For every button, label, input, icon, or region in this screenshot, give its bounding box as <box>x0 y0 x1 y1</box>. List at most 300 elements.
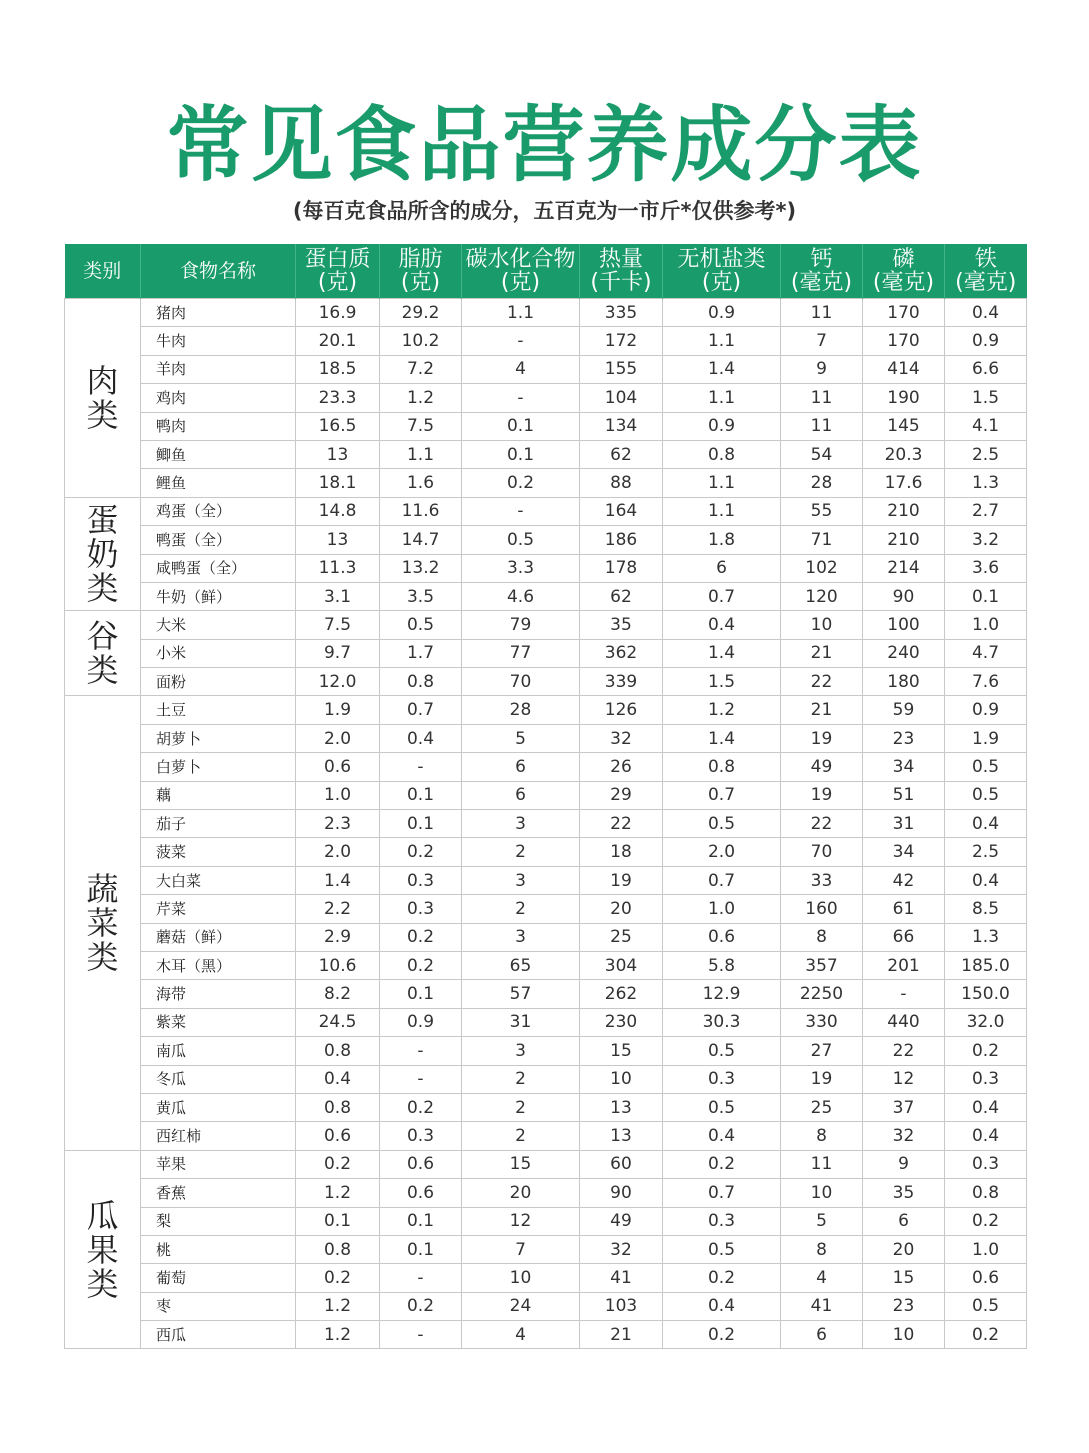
value-cell: 0.8 <box>296 1235 380 1263</box>
table-row <box>65 1321 1027 1349</box>
value-cell: 0.7 <box>663 866 781 894</box>
value-cell: 0.4 <box>945 866 1027 894</box>
value-cell: 2250 <box>781 980 863 1008</box>
value-cell: 0.3 <box>380 866 462 894</box>
value-cell: 22 <box>580 810 663 838</box>
value-cell: 1.8 <box>663 526 781 554</box>
table-row <box>65 1122 1027 1150</box>
value-cell: 0.2 <box>663 1321 781 1349</box>
value-cell: 3 <box>462 1037 580 1065</box>
food-name-cell: 西瓜 <box>141 1321 296 1349</box>
category-char: 蔬 <box>86 870 119 909</box>
value-cell: 1.0 <box>663 895 781 923</box>
value-cell: 0.2 <box>296 1264 380 1292</box>
table-row <box>65 866 1027 894</box>
value-cell: 31 <box>462 1008 580 1036</box>
table-row <box>65 923 1027 951</box>
value-cell: 19 <box>781 724 863 752</box>
value-cell: 1.0 <box>296 781 380 809</box>
header-column-name: 铁 <box>974 247 997 272</box>
value-cell: 0.6 <box>663 923 781 951</box>
value-cell: 0.6 <box>296 753 380 781</box>
value-cell: 103 <box>580 1292 663 1320</box>
category-char: 类 <box>86 395 119 434</box>
value-cell: 1.2 <box>380 384 462 412</box>
table-row <box>65 1093 1027 1121</box>
value-cell: 134 <box>580 412 663 440</box>
value-cell: 6 <box>462 753 580 781</box>
value-cell: 3.5 <box>380 582 462 610</box>
value-cell: 150.0 <box>945 980 1027 1008</box>
value-cell: 6 <box>663 554 781 582</box>
value-cell: 1.2 <box>296 1292 380 1320</box>
value-cell: 10 <box>863 1321 945 1349</box>
value-cell: 70 <box>781 838 863 866</box>
value-cell: 42 <box>863 866 945 894</box>
value-cell: 335 <box>580 299 663 327</box>
value-cell: 32 <box>580 1235 663 1263</box>
value-cell: 88 <box>580 469 663 497</box>
food-name-cell: 西红柿 <box>141 1122 296 1150</box>
value-cell: 11 <box>781 1150 863 1178</box>
value-cell: 8 <box>781 923 863 951</box>
value-cell: 71 <box>781 526 863 554</box>
value-cell: 0.5 <box>945 781 1027 809</box>
value-cell: 2.7 <box>945 497 1027 525</box>
food-name-cell: 牛奶（鲜） <box>141 582 296 610</box>
value-cell: 0.5 <box>462 526 580 554</box>
value-cell: 160 <box>781 895 863 923</box>
table-row <box>65 412 1027 440</box>
value-cell: 65 <box>462 951 580 979</box>
category-cell <box>65 696 141 1150</box>
value-cell: 10 <box>580 1065 663 1093</box>
value-cell: 55 <box>781 497 863 525</box>
table-row <box>65 1292 1027 1320</box>
table-row <box>65 299 1027 327</box>
value-cell: 20 <box>580 895 663 923</box>
value-cell: 5 <box>781 1207 863 1235</box>
value-cell: 19 <box>781 781 863 809</box>
value-cell: 0.4 <box>663 1292 781 1320</box>
food-name-cell: 咸鸭蛋（全） <box>141 554 296 582</box>
table-row <box>65 810 1027 838</box>
value-cell: 49 <box>580 1207 663 1235</box>
value-cell: 22 <box>863 1037 945 1065</box>
value-cell: 0.4 <box>663 1122 781 1150</box>
header-calcium <box>781 244 863 299</box>
value-cell: 51 <box>863 781 945 809</box>
header-iron <box>945 244 1027 299</box>
value-cell: 3.2 <box>945 526 1027 554</box>
value-cell: 23 <box>863 1292 945 1320</box>
value-cell: 31 <box>863 810 945 838</box>
value-cell: 362 <box>580 639 663 667</box>
value-cell: 1.9 <box>945 724 1027 752</box>
table-row <box>65 1207 1027 1235</box>
category-char: 果 <box>86 1230 119 1269</box>
category-cell <box>65 1150 141 1349</box>
table-row <box>65 327 1027 355</box>
value-cell: 1.1 <box>462 299 580 327</box>
value-cell: 20 <box>863 1235 945 1263</box>
value-cell: 1.9 <box>296 696 380 724</box>
value-cell: 12 <box>863 1065 945 1093</box>
value-cell: 1.7 <box>380 639 462 667</box>
value-cell: 8.5 <box>945 895 1027 923</box>
value-cell: 18 <box>580 838 663 866</box>
value-cell: - <box>462 497 580 525</box>
value-cell: 54 <box>781 440 863 468</box>
table-row <box>65 526 1027 554</box>
value-cell: - <box>462 327 580 355</box>
value-cell: 0.8 <box>296 1093 380 1121</box>
table-row <box>65 980 1027 1008</box>
value-cell: 0.5 <box>663 810 781 838</box>
value-cell: 164 <box>580 497 663 525</box>
value-cell: 21 <box>781 639 863 667</box>
value-cell: 61 <box>863 895 945 923</box>
header-column-name: 热量 <box>598 247 643 272</box>
value-cell: 230 <box>580 1008 663 1036</box>
value-cell: 0.2 <box>945 1321 1027 1349</box>
food-name-cell: 海带 <box>141 980 296 1008</box>
value-cell: 90 <box>863 582 945 610</box>
table-row <box>65 611 1027 639</box>
value-cell: 23 <box>863 724 945 752</box>
food-name-cell: 南瓜 <box>141 1037 296 1065</box>
value-cell: 60 <box>580 1150 663 1178</box>
value-cell: 0.2 <box>380 923 462 951</box>
header-phosphorus <box>863 244 945 299</box>
table-row <box>65 554 1027 582</box>
value-cell: 1.4 <box>663 639 781 667</box>
value-cell: 34 <box>863 838 945 866</box>
value-cell: 178 <box>580 554 663 582</box>
value-cell: 62 <box>580 440 663 468</box>
value-cell: 7.2 <box>380 355 462 383</box>
value-cell: 0.8 <box>945 1179 1027 1207</box>
value-cell: 4.7 <box>945 639 1027 667</box>
value-cell: 0.3 <box>663 1065 781 1093</box>
value-cell: 30.3 <box>663 1008 781 1036</box>
food-name-cell: 黄瓜 <box>141 1093 296 1121</box>
value-cell: 11 <box>781 299 863 327</box>
value-cell: 330 <box>781 1008 863 1036</box>
food-name-cell: 桃 <box>141 1235 296 1263</box>
food-name-cell: 胡萝卜 <box>141 724 296 752</box>
value-cell: 0.4 <box>663 611 781 639</box>
value-cell: 0.5 <box>663 1093 781 1121</box>
category-char: 奶 <box>86 535 119 574</box>
value-cell: 1.0 <box>945 611 1027 639</box>
category-cell <box>65 299 141 498</box>
category-char: 瓜 <box>86 1196 119 1235</box>
value-cell: 0.6 <box>380 1150 462 1178</box>
value-cell: 0.5 <box>663 1037 781 1065</box>
header-column-name: 无机盐类 <box>677 247 766 272</box>
food-name-cell: 鲤鱼 <box>141 469 296 497</box>
value-cell: 10 <box>781 1179 863 1207</box>
value-cell: 1.2 <box>296 1179 380 1207</box>
food-name-cell: 梨 <box>141 1207 296 1235</box>
value-cell: 25 <box>580 923 663 951</box>
value-cell: 0.2 <box>663 1264 781 1292</box>
value-cell: - <box>462 384 580 412</box>
value-cell: 3 <box>462 810 580 838</box>
value-cell: 0.8 <box>663 753 781 781</box>
value-cell: 13 <box>296 440 380 468</box>
value-cell: 0.4 <box>945 1093 1027 1121</box>
food-name-cell: 茄子 <box>141 810 296 838</box>
value-cell: 0.2 <box>462 469 580 497</box>
value-cell: 104 <box>580 384 663 412</box>
value-cell: 10.2 <box>380 327 462 355</box>
value-cell: 7 <box>462 1235 580 1263</box>
value-cell: 10.6 <box>296 951 380 979</box>
table-row <box>65 696 1027 724</box>
food-name-cell: 牛肉 <box>141 327 296 355</box>
category-cell <box>65 611 141 696</box>
value-cell: 13 <box>580 1093 663 1121</box>
value-cell: 0.6 <box>380 1179 462 1207</box>
value-cell: 1.5 <box>945 384 1027 412</box>
value-cell: 0.6 <box>296 1122 380 1150</box>
header-row <box>65 244 1027 299</box>
value-cell: 185.0 <box>945 951 1027 979</box>
value-cell: 59 <box>863 696 945 724</box>
header-category: 类别 <box>65 244 141 299</box>
value-cell: 4 <box>462 1321 580 1349</box>
value-cell: 0.4 <box>380 724 462 752</box>
value-cell: 2.0 <box>296 724 380 752</box>
value-cell: 8.2 <box>296 980 380 1008</box>
value-cell: 12.9 <box>663 980 781 1008</box>
value-cell: 12.0 <box>296 668 380 696</box>
value-cell: 6.6 <box>945 355 1027 383</box>
food-name-cell: 羊肉 <box>141 355 296 383</box>
table-body <box>65 299 1027 1349</box>
value-cell: 10 <box>462 1264 580 1292</box>
value-cell: 1.4 <box>663 355 781 383</box>
value-cell: 5.8 <box>663 951 781 979</box>
value-cell: 33 <box>781 866 863 894</box>
table-row <box>65 355 1027 383</box>
table-row <box>65 1179 1027 1207</box>
value-cell: 145 <box>863 412 945 440</box>
header-column-unit: (克) <box>701 270 742 295</box>
food-name-cell: 鲫鱼 <box>141 440 296 468</box>
value-cell: 37 <box>863 1093 945 1121</box>
table-row <box>65 838 1027 866</box>
value-cell: 214 <box>863 554 945 582</box>
value-cell: 1.1 <box>663 497 781 525</box>
value-cell: 11 <box>781 384 863 412</box>
value-cell: 2.9 <box>296 923 380 951</box>
value-cell: 3.6 <box>945 554 1027 582</box>
page-subtitle: (每百克食品所含的成分，五百克为一市斤*仅供参考*) <box>292 199 797 223</box>
table-row <box>65 781 1027 809</box>
value-cell: 25 <box>781 1093 863 1121</box>
value-cell: 0.1 <box>462 412 580 440</box>
value-cell: 120 <box>781 582 863 610</box>
value-cell: 1.1 <box>663 469 781 497</box>
value-cell: 155 <box>580 355 663 383</box>
value-cell: 1.5 <box>663 668 781 696</box>
value-cell: 32 <box>580 724 663 752</box>
table-row <box>65 1008 1027 1036</box>
value-cell: 1.1 <box>380 440 462 468</box>
value-cell: 0.7 <box>380 696 462 724</box>
value-cell: 11.6 <box>380 497 462 525</box>
food-name-cell: 冬瓜 <box>141 1065 296 1093</box>
value-cell: 57 <box>462 980 580 1008</box>
value-cell: 24 <box>462 1292 580 1320</box>
value-cell: 3.1 <box>296 582 380 610</box>
value-cell: 414 <box>863 355 945 383</box>
food-name-cell: 土豆 <box>141 696 296 724</box>
value-cell: 32.0 <box>945 1008 1027 1036</box>
value-cell: 15 <box>580 1037 663 1065</box>
value-cell: 9 <box>863 1150 945 1178</box>
table-row <box>65 1264 1027 1292</box>
value-cell: 172 <box>580 327 663 355</box>
value-cell: 15 <box>462 1150 580 1178</box>
value-cell: 2 <box>462 1093 580 1121</box>
value-cell: 0.9 <box>945 696 1027 724</box>
value-cell: 8 <box>781 1122 863 1150</box>
value-cell: 440 <box>863 1008 945 1036</box>
value-cell: 7.5 <box>296 611 380 639</box>
header-carbohydrate <box>462 244 580 299</box>
header-column-name: 蛋白质 <box>304 247 371 272</box>
value-cell: 20 <box>462 1179 580 1207</box>
value-cell: 0.2 <box>945 1037 1027 1065</box>
value-cell: - <box>380 1264 462 1292</box>
value-cell: 0.8 <box>296 1037 380 1065</box>
value-cell: 0.4 <box>945 299 1027 327</box>
value-cell: 2.5 <box>945 440 1027 468</box>
food-name-cell: 苹果 <box>141 1150 296 1178</box>
value-cell: 0.3 <box>380 1122 462 1150</box>
value-cell: 0.6 <box>945 1264 1027 1292</box>
value-cell: 5 <box>462 724 580 752</box>
food-name-cell: 鸭肉 <box>141 412 296 440</box>
value-cell: - <box>863 980 945 1008</box>
value-cell: 0.2 <box>380 951 462 979</box>
food-name-cell: 木耳（黑） <box>141 951 296 979</box>
header-fat <box>380 244 462 299</box>
value-cell: 29.2 <box>380 299 462 327</box>
food-name-cell: 鸭蛋（全） <box>141 526 296 554</box>
food-name-cell: 香蕉 <box>141 1179 296 1207</box>
value-cell: 0.7 <box>663 1179 781 1207</box>
value-cell: 0.8 <box>380 668 462 696</box>
value-cell: 2 <box>462 1122 580 1150</box>
value-cell: 0.3 <box>945 1150 1027 1178</box>
table-row <box>65 469 1027 497</box>
value-cell: 4 <box>781 1264 863 1292</box>
table-row <box>65 951 1027 979</box>
category-char: 类 <box>86 1264 119 1303</box>
nutrition-table <box>64 244 1027 1349</box>
header-calories <box>580 244 663 299</box>
header-column-name: 钙 <box>810 247 833 272</box>
value-cell: 0.2 <box>380 1292 462 1320</box>
food-name-cell: 鸡蛋（全） <box>141 497 296 525</box>
value-cell: 19 <box>781 1065 863 1093</box>
value-cell: 62 <box>580 582 663 610</box>
table-row <box>65 639 1027 667</box>
value-cell: 2.5 <box>945 838 1027 866</box>
table-row <box>65 497 1027 525</box>
header-column-unit: (克) <box>500 270 541 295</box>
value-cell: 0.2 <box>945 1207 1027 1235</box>
value-cell: 0.5 <box>380 611 462 639</box>
value-cell: 0.2 <box>380 1093 462 1121</box>
value-cell: 26 <box>580 753 663 781</box>
value-cell: 28 <box>462 696 580 724</box>
table-row <box>65 668 1027 696</box>
value-cell: 4 <box>462 355 580 383</box>
value-cell: 21 <box>781 696 863 724</box>
table-row <box>65 1235 1027 1263</box>
value-cell: 4.6 <box>462 582 580 610</box>
header-column-name: 脂肪 <box>398 247 443 272</box>
food-name-cell: 鸡肉 <box>141 384 296 412</box>
value-cell: 70 <box>462 668 580 696</box>
food-name-cell: 大米 <box>141 611 296 639</box>
value-cell: 34 <box>863 753 945 781</box>
value-cell: 0.8 <box>663 440 781 468</box>
food-name-cell: 葡萄 <box>141 1264 296 1292</box>
value-cell: 3.3 <box>462 554 580 582</box>
value-cell: 41 <box>580 1264 663 1292</box>
value-cell: 21 <box>580 1321 663 1349</box>
value-cell: 0.3 <box>945 1065 1027 1093</box>
value-cell: 0.1 <box>380 810 462 838</box>
header-column-name: 碳水化合物 <box>465 247 576 272</box>
value-cell: 170 <box>863 327 945 355</box>
value-cell: 1.2 <box>663 696 781 724</box>
food-name-cell: 枣 <box>141 1292 296 1320</box>
value-cell: 0.9 <box>380 1008 462 1036</box>
value-cell: 1.1 <box>663 327 781 355</box>
value-cell: 17.6 <box>863 469 945 497</box>
value-cell: 28 <box>781 469 863 497</box>
header-column-unit: (克) <box>400 270 441 295</box>
value-cell: 9.7 <box>296 639 380 667</box>
value-cell: - <box>380 753 462 781</box>
value-cell: - <box>380 1321 462 1349</box>
value-cell: 0.2 <box>380 838 462 866</box>
value-cell: 18.1 <box>296 469 380 497</box>
value-cell: 304 <box>580 951 663 979</box>
value-cell: 0.3 <box>380 895 462 923</box>
table-row <box>65 1037 1027 1065</box>
category-char: 肉 <box>86 361 119 400</box>
category-char: 菜 <box>86 904 119 943</box>
value-cell: 0.4 <box>296 1065 380 1093</box>
value-cell: 1.6 <box>380 469 462 497</box>
value-cell: 0.5 <box>663 1235 781 1263</box>
value-cell: 1.2 <box>296 1321 380 1349</box>
value-cell: 100 <box>863 611 945 639</box>
value-cell: 79 <box>462 611 580 639</box>
value-cell: 2.0 <box>663 838 781 866</box>
page-title: 常见食品营养成分表 <box>166 98 923 193</box>
value-cell: 0.9 <box>663 299 781 327</box>
